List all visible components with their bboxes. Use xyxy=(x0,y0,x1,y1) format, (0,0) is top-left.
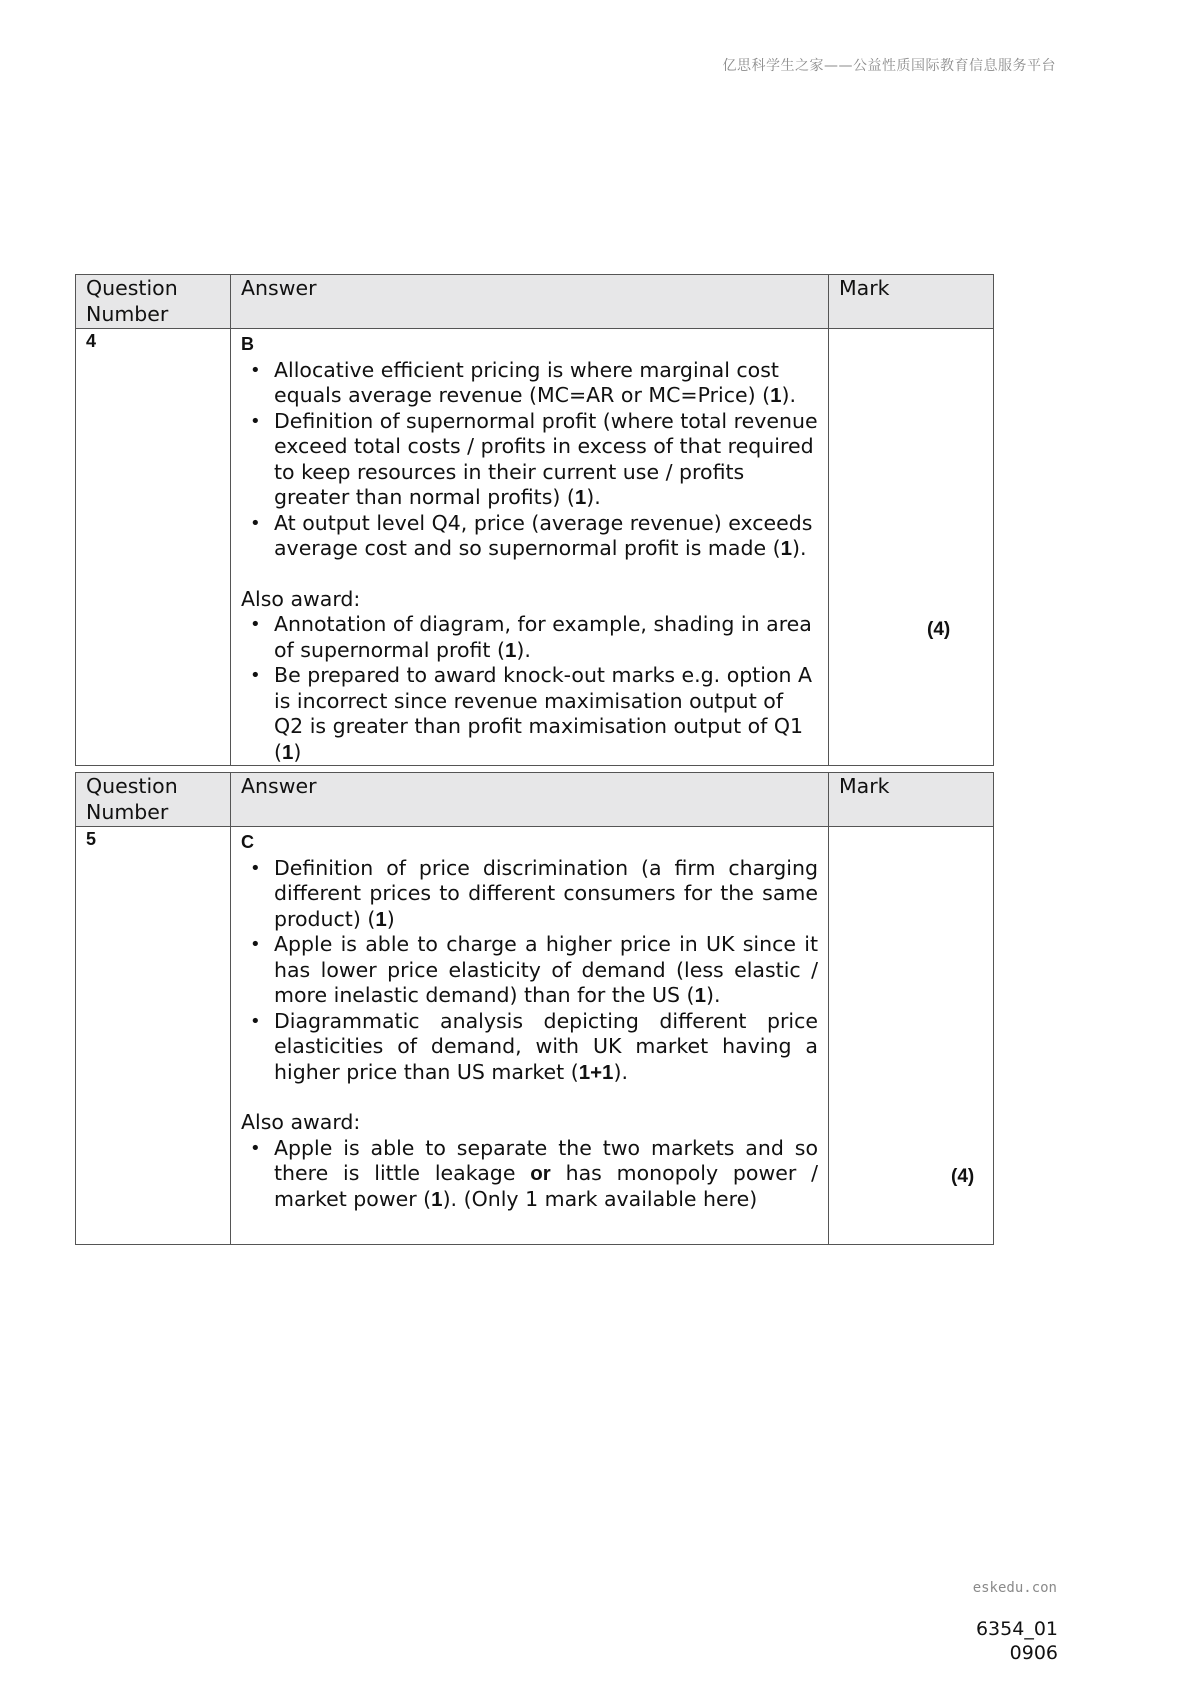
answer-point: • At output level Q4, price (average revenue) exceeds average cost and so supernormal profit is made (1). xyxy=(274,511,818,562)
footer-paper-code xyxy=(976,1617,1058,1665)
answer-key: C xyxy=(241,832,254,852)
answer-point: • Definition of price discrimination (a firm charging different prices to different consumers for the same product) (1) xyxy=(274,856,818,933)
header-question-number: Question Number xyxy=(76,773,231,827)
answer-point: • Definition of supernormal profit (where total revenue exceed total costs / profits in excess of that required to keep resources in their current use / profits greater than normal profits) (1). xyxy=(274,409,818,511)
mark-value: (4) xyxy=(951,1166,975,1187)
header-mark: Mark xyxy=(829,275,994,329)
answer-point: • Diagrammatic analysis depicting different price elasticities of demand, with UK market having a higher price than US market (1+1). xyxy=(274,1009,818,1086)
also-award-points xyxy=(241,1136,818,1213)
mark-scheme-table-q4 xyxy=(75,274,994,766)
answer-key: B xyxy=(241,334,254,354)
session-code: 0906 xyxy=(1009,1642,1058,1664)
also-award-point: • Annotation of diagram, for example, shading in area of supernormal profit (1). xyxy=(274,612,818,663)
header-answer: Answer xyxy=(231,275,829,329)
mark-cell xyxy=(829,827,994,1245)
mark-value: (4) xyxy=(927,619,951,640)
answer-cell xyxy=(231,329,829,766)
also-award-label: Also award: xyxy=(241,1110,361,1134)
header-question-number: Question Number xyxy=(76,275,231,329)
answer-points xyxy=(241,856,818,1086)
question-row xyxy=(76,329,994,766)
answer-points xyxy=(241,358,818,562)
paper-code: 6354_01 xyxy=(975,1618,1058,1640)
also-award-points xyxy=(241,612,818,765)
mark-cell xyxy=(829,329,994,766)
footer-site: eskedu.con xyxy=(972,1580,1057,1596)
also-award-label: Also award: xyxy=(241,586,361,611)
answer-cell xyxy=(231,827,829,1245)
answer-point: • Allocative efficient pricing is where marginal cost equals average revenue (MC=AR or MC=Price) (1). xyxy=(274,358,818,409)
question-number: 5 xyxy=(76,827,231,1245)
table-header-row xyxy=(76,275,994,329)
header-mark: Mark xyxy=(829,773,994,827)
table-header-row xyxy=(76,773,994,827)
also-award-point: • Apple is able to separate the two markets and so there is little leakage or has monopoly power / market power (1). (Only 1 mark available here) xyxy=(274,1136,818,1213)
question-row xyxy=(76,827,994,1245)
header-answer: Answer xyxy=(231,773,829,827)
question-number: 4 xyxy=(76,329,231,766)
header-site-name: 亿思科学生之家——公益性质国际教育信息服务平台 xyxy=(722,58,1056,74)
mark-scheme-table-q5 xyxy=(75,772,994,1245)
also-award-point: • Be prepared to award knock-out marks e.g. option A is incorrect since revenue maximisation output of Q2 is greater than profit maximisation output of Q1 (1) xyxy=(274,663,818,765)
answer-point: • Apple is able to charge a higher price in UK since it has lower price elasticity of demand (less elastic / more inelastic demand) than for the US (1). xyxy=(274,932,818,1009)
